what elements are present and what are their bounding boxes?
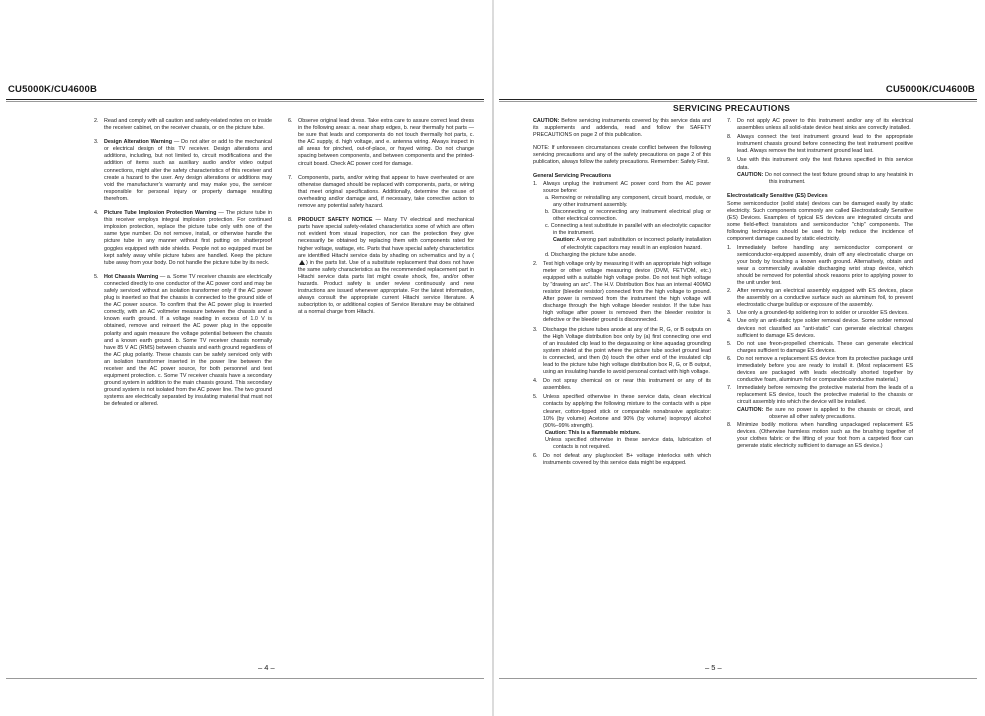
list-item: 3. Design Alteration Warning — Do not alter or add to the mechanical or electrical design of this TV receiver. Design alterations and additions, including, but not limited to, circuit modifications and the addition of items such as auxiliary audio and/or video output connections, might alter the safety characteristics of this receiver and create a hazard to the user. Any design alterations or additions may void the manufacturer's warranty and may make you, the servicer responsible for personal injury or property damage resulting therefrom.: [94, 139, 272, 202]
list-item: 6. Observe original lead dress. Take extra care to assure correct lead dress in the following areas: a. near sharp edges, b. near thermally hot parts — be sure that leads and components do not touch thermally hot parts, c. the AC supply, d. high voltage, and e. antenna wiring. Always inspect in all areas for pinched, out-of-place, or frayed wiring. Do not change spacing between components, and between components and the printed-circuit board. Check AC power cord for damage.: [288, 118, 474, 167]
model-header: CU5000K/CU4600B: [8, 84, 98, 95]
sub-item: d. Discharging the picture tube anode.: [545, 251, 637, 258]
page-number: – 5 –: [705, 663, 722, 672]
list-item: 1. Always unplug the instrument AC power cord from the AC power source before: a. Removing or reinstalling any component, circuit board, module, or any other instrument assembly. b. Disconnecting or reconnecting any instrument electrical plug or other electrical connection. c. Connecting a test substitute in parallel with an electrolytic capacitor in the instrument. Caution: A wrong part substitution or incorrect polarity installation of electrolytic capacitors may result in an explosion hazard. d. Discharging the picture tube anode.: [533, 180, 711, 258]
caution-paragraph: CAUTION: Before servicing instruments covered by this service data and its supplements and addenda, read and follow the SAFETY PRECAUTIONS on page 2 of this publication.: [533, 118, 711, 139]
caution-line: CAUTION: Do not connect the test fixture ground strap to any heatsink in this instrument.: [737, 171, 913, 185]
caution-line: Caution: A wrong part substitution or incorrect polarity installation of electrolytic capacitors may result in an explosion hazard.: [553, 237, 711, 251]
section-heading: General Servicing Precautions: [533, 172, 612, 179]
list-item: 2. After removing an electrical assembly equipped with ES devices, place the assembly on a conductive surface such as aluminum foil, to prevent electrostatic charge buildup or exposure of the assembly.: [727, 288, 913, 309]
model-header: CU5000K/CU4600B: [885, 84, 975, 95]
warning-triangle-icon: [299, 260, 305, 265]
header-rule-thin: [499, 101, 977, 102]
footer-rule: [6, 678, 484, 679]
left-column-2: [288, 118, 474, 323]
item-heading: Hot Chassis Warning: [104, 273, 159, 280]
list-item: 8. Always connect the test instrument ground lead to the appropriate instrument chassis ground before connecting the test instrument positive lead. Always remove the test instrument ground lead last.: [727, 134, 913, 155]
list-item: 8. PRODUCT SAFETY NOTICE — Many TV electrical and mechanical parts have special safety-related characteristics some of which are often not evident from visual inspection, nor can the protection they give necessarily be obtained by replacing them with components rated for higher voltage, wattage, etc. Parts that have special safety characteristics are identified Hitachi service data by shading on schematics and by a () in the parts list. Use of a substitute replacement that does not have the same safety characteristics as the recommended replacement part in Hitachi service data parts list might create shock, fire, and/or other hazards. Product safety is under review continuously and new instructions are issued whenever appropriate. For the latest information, always consult the appropriate current Hitachi service literature. A subscription to, or additional copies of Service literature may be obtained at a normal charge from Hitachi.: [288, 217, 474, 316]
list-item: 7. Do not apply AC power to this instrument and/or any of its electrical assemblies unless all solid-state device heat sinks are correctly installed.: [727, 118, 913, 132]
list-item: 2. Read and comply with all caution and safety-related notes on or inside the receiver cabinet, on the receiver chassis, or on the picture tube.: [94, 118, 272, 132]
right-column-2: [727, 118, 913, 451]
list-item: 4. Use only an anti-static type solder removal device. Some solder removal devices not classified as "anti-static" can generate electrical charges sufficient to damage ES devices.: [727, 318, 913, 339]
caution-line: CAUTION: Be sure no power is applied to the chassis or circuit, and observe all other safety precautions.: [737, 406, 913, 420]
list-item: 7. Components, parts, and/or wiring that appear to have overheated or are otherwise damaged should be replaced with components, parts, or wiring that meet original specifications. Additionally, determine the cause of overheating and/or damage and, if necessary, take corrective action to remove any potential safety hazard.: [288, 174, 474, 210]
es-intro: Some semiconductor (solid state) devices can be damaged easily by static electricity. Such components commonly are called Electrostatically Sensitive (ES) Devices. Examples of typical ES devices are integrated circuits and some field-effect transistors and semiconductor "chip" components. The following techniques should be used to help reduce the incidence of component damage caused by static electricity.: [727, 200, 913, 243]
item-heading: PRODUCT SAFETY NOTICE: [298, 217, 373, 224]
list-item: 3. Use only a grounded-tip soldering iron to solder or unsolder ES devices.: [727, 310, 909, 317]
header-rule: [6, 99, 484, 100]
sub-item: b. Disconnecting or reconnecting any instrument electrical plug or other electrical connection.: [545, 209, 711, 223]
list-item: 6. Do not remove a replacement ES device from its protective package until immediately before you are ready to install it. (Most replacement ES devices are packaged with leads electrically shorted together by conductive foam, aluminum foil or comparable conductive material.): [727, 355, 913, 384]
list-item: 3. Discharge the picture tubes anode at any of the R, G, or B outputs on the High Voltage distribution box only by (a) first connecting one end of an insulated clip lead to the degaussing or kine aquadag grounding system shield at the point where the picture tube socket ground lead is connected, and then (b) touch the other end of the insulated clip lead to the picture tube high voltage distribution box R, G, or B output, using an insulating handle to avoid personal contact with high voltage.: [533, 326, 711, 376]
left-column-1: [94, 118, 272, 416]
list-item: 6. Do not defeat any plug/socket B+ voltage interlocks with which instruments covered by this service data might be equipped.: [533, 453, 711, 467]
list-item: 5. Hot Chassis Warning — a. Some TV receiver chassis are electrically connected directly to one conductor of the AC power cord and may be safely serviced without an isolation transformer only if the AC power plug is inserted so that the chassis is connected to the ground side of the AC power source. To confirm that the AC power plug is inserted correctly, with an AC voltmeter measure between the chassis and a known earth ground. If a voltage reading in excess of 1.0 V is obtained, remove and reinsert the AC power plug in the opposite polarity and again measure the voltage potential between the chassis and a known earth ground. b. Some TV receiver chassis normally have 85 V AC (RMS) between chassis and earth ground regardless of the AC plug polarity. These chassis can be safely serviced only with an isolation transformer inserted in the power line between the receiver and the AC power source, for both personnel and test equipment protection. c. Some TV receiver chassis have a secondary ground system in addition to the main chassis ground. This secondary ground system is not isolated from the AC power line. The two ground systems are electrically separated by insulating material that must not be defeated or altered.: [94, 273, 273, 408]
header-rule-thin: [6, 101, 484, 102]
header-rule: [499, 99, 977, 100]
page-number: – 4 –: [258, 663, 275, 672]
right-column-1: [533, 118, 711, 474]
footer-rule: [499, 678, 977, 679]
sub-item: c. Connecting a test substitute in parallel with an electrolytic capacitor in the instrument.: [545, 223, 711, 237]
list-item: 2. Test high voltage only by measuring it with an appropriate high voltage meter or other voltage measuring device (DVM, FETVOM, etc.) equipped with a suitable high voltage probe. Do not test high voltage by "drawing an arc". The H.V. Distribution Box has an internal 400MΩ resistor (bleeder resistor) connected from the high voltage to ground. After power is removed from the instrument the high voltage will discharge through the high voltage bleeder resistor. If the tube has high voltage after power is removed then the bleeder resistor is defective or the bleeder ground is disconnected.: [533, 260, 711, 324]
list-item: 1. Immediately before handling any semiconductor component or semiconductor-equipped assembly, drain off any electrostatic charge on your body by touching a known earth ground. Alternatively, obtain and wear a commercially available discharging wrist strap device, which should be removed for potential shock reasons prior to applying power to the unit under test.: [727, 244, 913, 286]
caution-line: Caution: This is a flammable mixture.: [545, 429, 641, 436]
list-item: 5. Do not use freon-propelled chemicals. These can generate electrical charges sufficient to damage ES devices.: [727, 340, 913, 354]
list-item: 7. Immediately before removing the protective material from the leads of a replacement ES device, touch the protective material to the chassis or circuit assembly into which the device will be installed. CAUTION: Be sure no power is applied to the chassis or circuit, and observe all other safety precautions.: [727, 385, 913, 420]
note-paragraph: NOTE: If unforeseen circumstances create conflict between the following servicing precautions and any of the safety precautions on page 2 of this publication, always follow the safety precautions. Remember: Safety First.: [533, 145, 711, 166]
right-page: [493, 0, 985, 716]
section-title: SERVICING PRECAUTIONS: [673, 103, 791, 113]
item-heading: Design Alteration Warning: [104, 139, 172, 146]
list-item: 9. Use with this instrument only the test fixtures specified in this service data. CAUTION: Do not connect the test fixture ground strap to any heatsink in this instrument.: [727, 157, 913, 185]
list-item: 5. Unless specified otherwise in these service data, clean electrical contacts by applying the following mixture to the contacts with a pipe cleaner, cotton-tipped stick or comparable nonabrasive applicator: 10% (by volume) Acetone and 90% (by volume) isopropyl alcohol (90%–99% strength). Caution: This is a flammable mixture. Unless specified otherwise in these service data, lubrication of contacts is not required.: [533, 394, 711, 451]
item-heading: Picture Tube Implosion Protection Warning: [104, 210, 217, 217]
list-item: 4. Do not spray chemical on or near this instrument or any of its assemblies.: [533, 378, 711, 392]
left-page: [0, 0, 492, 716]
sub-item: a. Removing or reinstalling any component, circuit board, module, or any other instrument assembly.: [545, 194, 711, 208]
sub-item: Unless specified otherwise in these service data, lubrication of contacts is not required.: [545, 436, 711, 451]
list-item: 4. Picture Tube Implosion Protection Warning — The picture tube in this receiver employs integral implosion protection. For continued implosion protection, replace the picture tube only with one of the same type number. Do not remove, install, or otherwise handle the picture tube in any manner without first putting on shatterproof goggles equipped with side shields. People not so equipped must be kept safely away while picture tubes are handled. Keep the picture tube away from your body. Do not handle the picture tube by its neck.: [94, 210, 272, 266]
section-heading: Electrostatically Sensitive (ES) Devices: [727, 192, 828, 199]
list-item: 8. Minimize bodily motions when handling unpackaged replacement ES devices. (Otherwise harmless motion such as the brushing together of your clothes fabric or the lifting of your foot from a carpeted floor can generate static electricity sufficient to damage an ES device.): [727, 421, 913, 450]
